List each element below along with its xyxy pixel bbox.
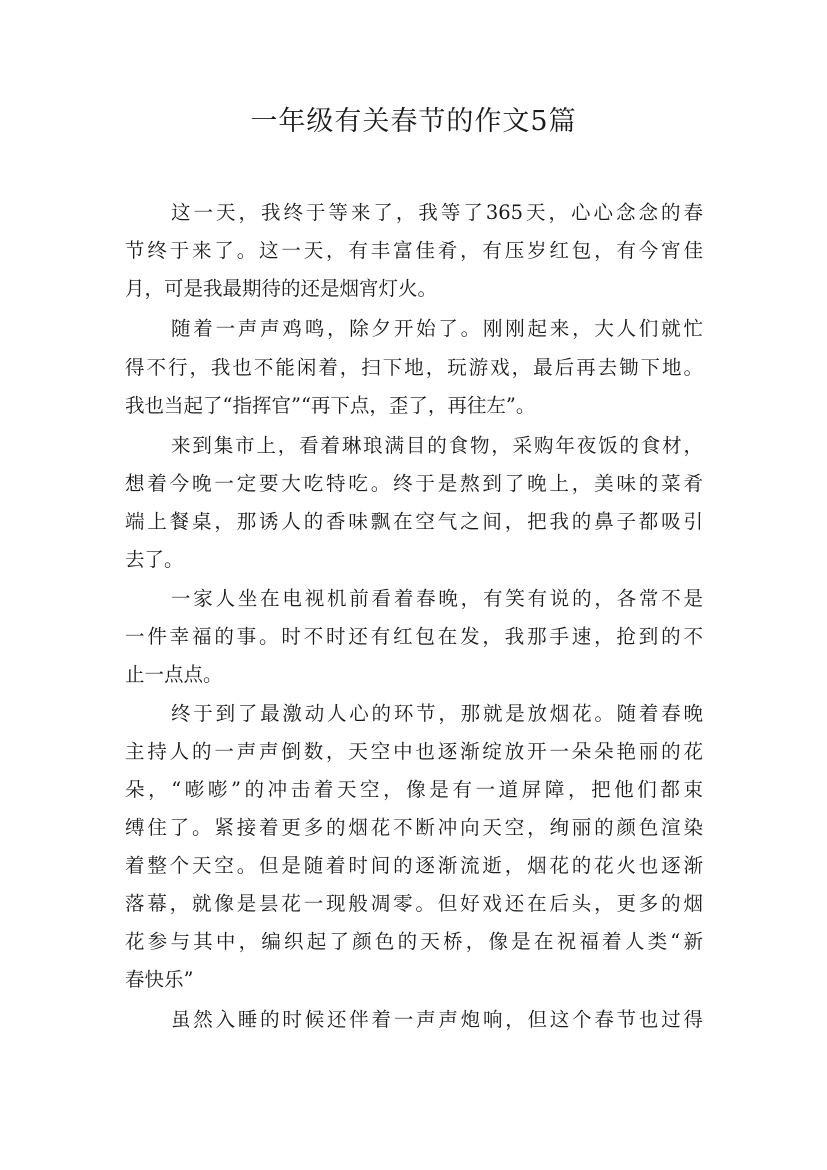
paragraph-2-line-2: 得不行，我也不能闲着，扫下地，玩游戏，最后再去锄下地。 <box>125 356 703 379</box>
paragraph-3-line-4: 去了。 <box>125 548 184 571</box>
paragraph-5-line-8: 春快乐” <box>125 968 194 991</box>
paragraph-2-line-3: 我也当起了“指挥官”“再下点，歪了，再往左”。 <box>125 394 536 417</box>
paragraph-6-line-1: 虽然入睡的时候还伴着一声声炮响，但这个春节也过得 <box>171 1008 703 1031</box>
paragraph-4-line-2: 一件幸福的事。时不时还有红包在发，我那手速，抢到的不 <box>125 625 703 648</box>
paragraph-3-line-1: 来到集市上，看着琳琅满目的食物，采购年夜饭的食材， <box>171 434 703 457</box>
paragraph-5-line-1: 终于到了最激动人心的环节，那就是放烟花。随着春晚 <box>171 702 703 725</box>
document-title: 一年级有关春节的作文5篇 <box>250 106 577 137</box>
paragraph-5-line-3: 朵，“嘭嘭”的冲击着天空，像是有一道屏障，把他们都束 <box>125 778 703 801</box>
paragraph-5-line-2: 主持人的一声声倒数，天空中也逐渐绽放开一朵朵艳丽的花 <box>125 740 703 763</box>
paragraph-3-line-3: 端上餐桌，那诱人的香味飘在空气之间，把我的鼻子都吸引 <box>125 510 703 533</box>
paragraph-3-line-2: 想着今晚一定要大吃特吃。终于是熬到了晚上，美味的菜肴 <box>125 472 703 495</box>
paragraph-1-line-3: 月，可是我最期待的还是烟宵灯火。 <box>125 277 438 300</box>
paragraph-4-line-3: 止一点点。 <box>125 663 223 686</box>
paragraph-5-line-4: 缚住了。紧接着更多的烟花不断冲向天空，绚丽的颜色渲染 <box>125 816 703 839</box>
paragraph-2-line-1: 随着一声声鸡鸣，除夕开始了。刚刚起来，大人们就忙 <box>171 317 703 340</box>
paragraph-4-line-1: 一家人坐在电视机前看着春晚，有笑有说的，各常不是 <box>171 587 703 610</box>
paragraph-5-line-6: 落幕，就像是昙花一现般凋零。但好戏还在后头，更多的烟 <box>125 892 703 915</box>
paragraph-5-line-7: 花参与其中，编织起了颜色的天桥，像是在祝福着人类“新 <box>125 930 703 953</box>
paragraph-5-line-5: 着整个天空。但是随着时间的逐渐流逝，烟花的花火也逐渐 <box>125 854 703 877</box>
paragraph-1-line-1: 这一天，我终于等来了，我等了365天，心心念念的春 <box>171 201 703 224</box>
paragraph-1-line-2: 节终于来了。这一天，有丰富佳肴，有压岁红包，有今宵佳 <box>125 239 703 262</box>
